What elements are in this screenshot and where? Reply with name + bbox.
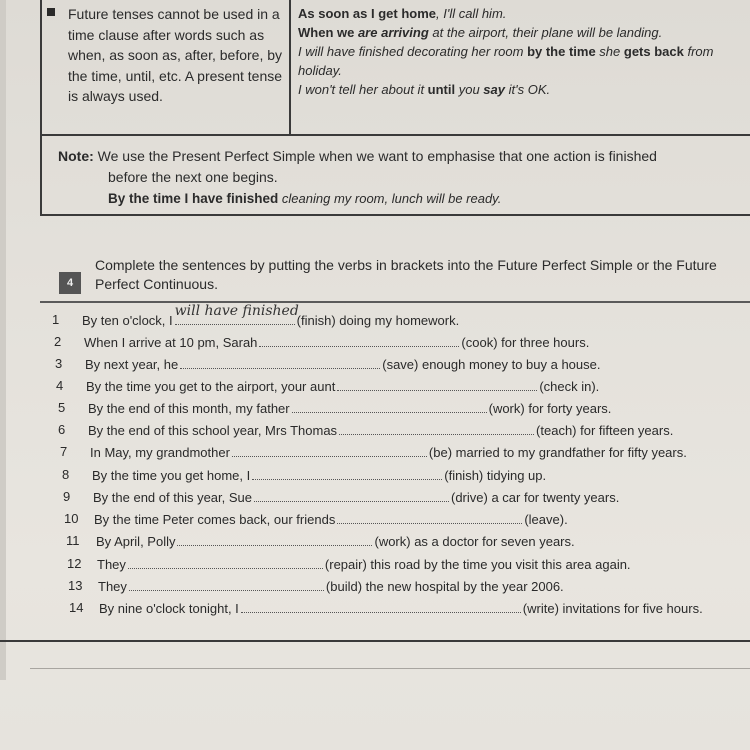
rule-example-run: you	[455, 82, 484, 97]
rule-examples	[298, 4, 750, 99]
item-verb-hint: (be) married to my grandfather for fifty years.	[428, 445, 687, 460]
answer-blank[interactable]	[177, 533, 372, 546]
item-prompt: They	[98, 579, 127, 594]
item-number: 13	[68, 578, 83, 593]
rule-example-line	[298, 42, 750, 61]
note	[58, 146, 748, 209]
item-prompt: In May, my grandmother	[90, 445, 230, 460]
item-verb-hint: (finish) doing my homework.	[296, 313, 460, 328]
item-prompt: By the time Peter comes back, our friends	[94, 512, 336, 527]
item-number: 9	[63, 489, 71, 504]
item-verb-hint: (cook) for three hours.	[461, 335, 590, 350]
item-number: 2	[54, 334, 62, 349]
note-line-2: before the next one begins.	[108, 169, 278, 185]
exercise-instruction: Complete the sentences by putting the verbs in brackets into the Future Perfect Simple or the Future Perfect Continuous.	[95, 257, 717, 292]
item-number: 3	[55, 356, 63, 371]
rule-explanation: Future tenses cannot be used in a time clause after words such as when, as soon as, after, before, by the time, until, etc. A present tense is always used.	[68, 6, 283, 105]
item-verb-hint: (teach) for fifteen years.	[536, 423, 674, 438]
rule-example-run: from	[683, 44, 714, 59]
exercise-item	[0, 444, 750, 466]
item-prompt: When I arrive at 10 pm, Sarah	[84, 335, 258, 350]
item-prompt: By the time you get home, I	[92, 468, 251, 483]
note-label: Note:	[58, 148, 94, 164]
item-prompt: By next year, he	[85, 357, 179, 372]
item-prompt: By the end of this school year, Mrs Thomas	[88, 423, 338, 438]
note-example-rest: cleaning my room, lunch will be ready.	[278, 191, 502, 206]
answer-blank[interactable]	[337, 511, 522, 524]
exercise-item	[0, 400, 750, 422]
rule-example-run: When we	[298, 25, 358, 40]
rule-example-line	[298, 80, 750, 99]
rule-example-run: get home	[378, 6, 436, 21]
rule-example-run: are arriving	[357, 25, 429, 40]
answer-blank[interactable]	[292, 400, 487, 413]
item-number: 4	[56, 378, 64, 393]
answer-blank[interactable]	[241, 600, 521, 613]
rule-example-line	[298, 23, 750, 42]
item-verb-hint: (build) the new hospital by the year 2006.	[325, 579, 564, 594]
exercise-item	[0, 467, 750, 489]
item-number: 11	[66, 533, 80, 548]
exercise-item	[0, 533, 750, 555]
item-prompt: By nine o'clock tonight, I	[99, 601, 239, 616]
answer-blank[interactable]	[129, 578, 324, 591]
item-verb-hint: (work) for forty years.	[488, 401, 612, 416]
item-verb-hint: (check in).	[539, 379, 600, 394]
exercise-item	[0, 556, 750, 578]
exercise-divider	[40, 301, 750, 303]
rule-example-run: I will have finished decorating her room	[298, 44, 528, 59]
exercise-item	[0, 578, 750, 600]
item-prompt: By the end of this month, my father	[88, 401, 290, 416]
note-line-1: We use the Present Perfect Simple when we want to emphasise that one action is finished	[93, 148, 657, 164]
answer-blank[interactable]	[259, 334, 459, 347]
answer-blank[interactable]	[339, 422, 534, 435]
item-verb-hint: (write) invitations for five hours.	[522, 601, 703, 616]
item-prompt: By the time you get to the airport, your aunt	[86, 379, 336, 394]
answer-blank[interactable]	[252, 467, 442, 480]
item-verb-hint: (finish) tidying up.	[444, 468, 547, 483]
item-number: 1	[52, 312, 60, 327]
item-number: 6	[58, 422, 66, 437]
rule-example-run: , I'll call him.	[436, 6, 507, 21]
exercise-item	[0, 489, 750, 511]
rule-example-run: she	[595, 44, 624, 59]
answer-blank[interactable]	[254, 489, 449, 502]
rule-example-run: say	[483, 82, 505, 97]
page-bottom-line	[30, 668, 750, 669]
exercise-item	[0, 600, 750, 622]
exercise-number-badge: 4	[59, 272, 81, 294]
rule-table-divider	[289, 0, 291, 134]
bullet-square-icon	[47, 8, 55, 16]
rule-example-run: until	[427, 82, 456, 97]
item-number: 12	[67, 556, 82, 571]
item-prompt: By April, Polly	[96, 534, 176, 549]
item-number: 14	[69, 600, 84, 615]
rule-example-run: gets back	[623, 44, 684, 59]
answer-blank[interactable]	[232, 444, 427, 457]
rule-example-run: it's OK.	[505, 82, 551, 97]
answer-blank[interactable]	[180, 356, 380, 369]
item-verb-hint: (work) as a doctor for seven years.	[374, 534, 575, 549]
rule-example-run: holiday.	[298, 63, 342, 78]
note-example-bold: By the time I have finished	[108, 191, 279, 206]
item-verb-hint: (leave).	[524, 512, 568, 527]
answer-blank[interactable]	[128, 556, 323, 569]
exercise-item	[0, 378, 750, 400]
item-verb-hint: (save) enough money to buy a house.	[382, 357, 601, 372]
exercise-item	[0, 511, 750, 533]
answer-blank[interactable]	[337, 378, 537, 391]
rule-example-run: As soon as I	[298, 6, 379, 21]
exercise-item	[0, 303, 750, 334]
rule-example-run: by the time	[527, 44, 596, 59]
answer-blank[interactable]	[174, 303, 299, 325]
item-prompt: By ten o'clock, I	[82, 313, 173, 328]
rule-example-line	[298, 4, 750, 23]
rule-example-run: at the airport, their plane will be landing.	[428, 25, 663, 40]
item-number: 8	[62, 467, 70, 482]
item-verb-hint: (drive) a car for twenty years.	[451, 490, 620, 505]
item-number: 5	[58, 400, 66, 415]
rule-example-run: I won't tell her about it	[298, 82, 428, 97]
exercise-item	[0, 422, 750, 444]
item-verb-hint: (repair) this road by the time you visit this area again.	[324, 557, 631, 572]
handwritten-answer: will have finished	[174, 303, 299, 319]
item-number: 10	[64, 511, 79, 526]
exercise-item	[0, 356, 750, 378]
item-number: 7	[60, 444, 68, 459]
rule-example-line	[298, 61, 750, 80]
item-prompt: By the end of this year, Sue	[93, 490, 252, 505]
exercise-item	[0, 334, 750, 356]
item-prompt: They	[97, 557, 126, 572]
